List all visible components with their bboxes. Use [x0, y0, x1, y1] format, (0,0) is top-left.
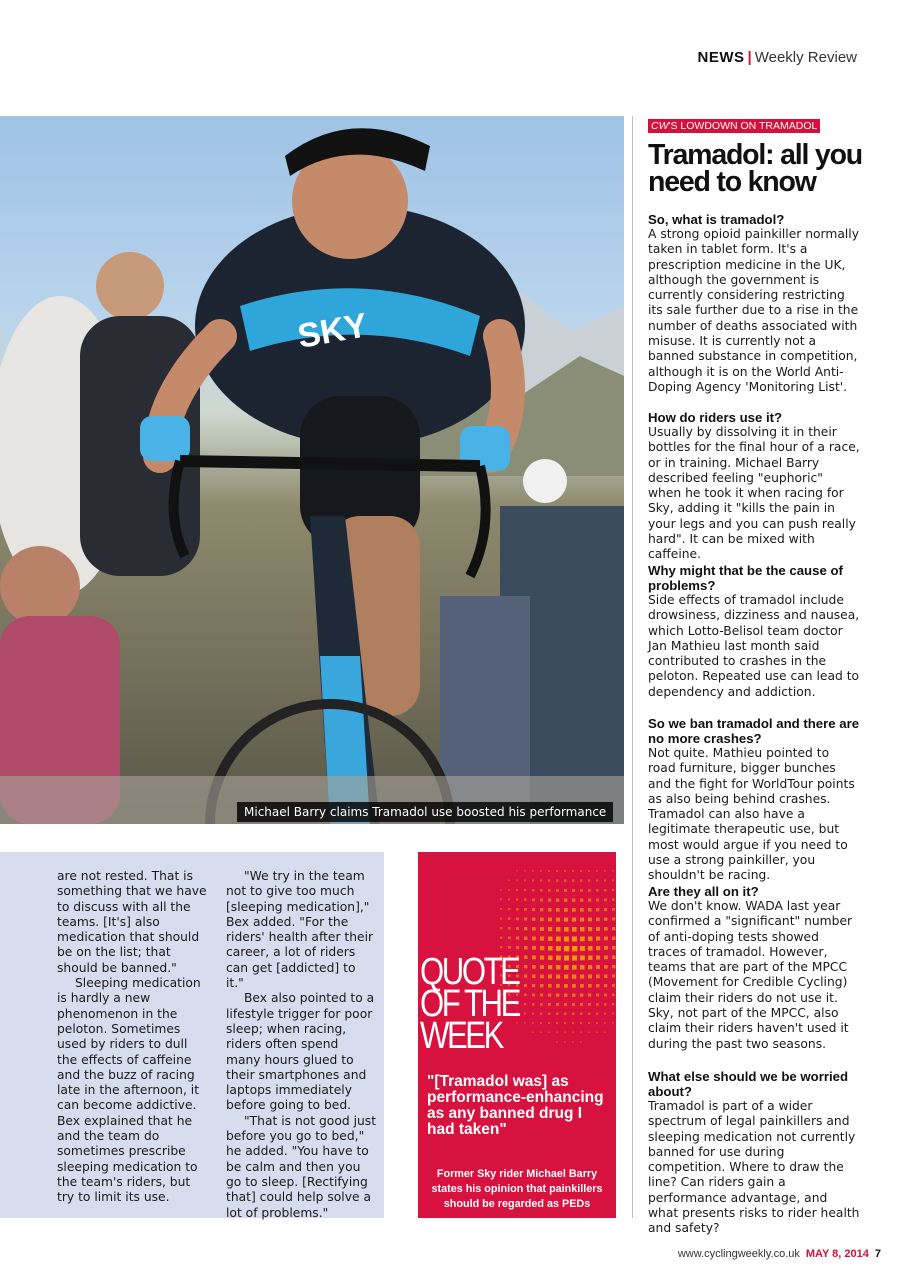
paragraph: "That is not good just before you go to bed," he added. "You have to be calm and then you go to sleep. [Rectifying that] could help solve a lot of problems." — [226, 1113, 377, 1220]
decorative-dot — [540, 899, 543, 902]
decorative-dot — [556, 870, 558, 872]
decorative-dot — [532, 1013, 534, 1015]
decorative-dot — [604, 880, 606, 882]
decorative-dot — [596, 1013, 598, 1015]
decorative-dot — [524, 1003, 526, 1005]
decorative-dot — [580, 918, 584, 922]
page-header — [698, 49, 857, 66]
decorative-dot — [572, 975, 576, 979]
photo-illustration — [0, 116, 624, 824]
decorative-dot — [540, 937, 544, 941]
decorative-dot — [588, 1013, 590, 1015]
decorative-dot — [556, 1032, 558, 1034]
decorative-dot — [572, 870, 574, 872]
decorative-dot — [556, 937, 561, 942]
decorative-dot — [516, 937, 519, 940]
decorative-dot — [564, 870, 566, 872]
decorative-dot — [612, 956, 615, 959]
decorative-dot — [556, 956, 561, 961]
decorative-dot — [596, 956, 600, 960]
decorative-dot — [580, 975, 584, 979]
decorative-dot — [580, 1003, 583, 1006]
decorative-dot — [532, 870, 534, 872]
decorative-dot — [540, 1013, 542, 1015]
decorative-dot — [556, 889, 559, 892]
qa-question: Are they all on it? — [648, 884, 759, 899]
decorative-dot — [572, 1041, 574, 1043]
decorative-dot — [596, 880, 598, 882]
decorative-dot — [524, 899, 527, 902]
decorative-dot — [612, 1003, 614, 1005]
decorative-dot — [556, 927, 560, 931]
decorative-dot — [516, 899, 518, 901]
decorative-dot — [580, 956, 585, 961]
decorative-dot — [572, 889, 575, 892]
decorative-dot — [556, 994, 559, 997]
decorative-dot — [548, 908, 552, 912]
photo-caption: Michael Barry claims Tramadol use boosted his performance — [237, 802, 613, 822]
decorative-dot — [532, 1022, 534, 1024]
decorative-dot — [588, 870, 590, 872]
decorative-dot — [572, 946, 577, 951]
qa-block — [648, 884, 860, 1052]
page-number: 7 — [874, 1248, 881, 1260]
decorative-dot — [516, 918, 519, 921]
decorative-dot — [516, 880, 518, 882]
decorative-dot — [564, 880, 566, 882]
decorative-dot — [580, 984, 584, 988]
decorative-dot — [572, 1003, 575, 1006]
decorative-dot — [532, 889, 534, 891]
decorative-dot — [540, 946, 544, 950]
decorative-dot — [516, 889, 518, 891]
decorative-dot — [596, 975, 600, 979]
qa-answer: Tramadol is part of a wider spectrum of legal painkillers and sleeping medication not currently banned for use during competition. Where to draw the line? Can riders gain a performance advantage, and what presents risks to rider health and safety? — [648, 1099, 860, 1236]
decorative-dot — [556, 899, 559, 902]
decorative-dot — [604, 870, 606, 872]
decorative-dot — [508, 927, 511, 930]
article-column-1 — [57, 869, 207, 1206]
decorative-dot — [588, 994, 591, 997]
subsection-label: Weekly Review — [754, 49, 857, 66]
decorative-dot — [564, 946, 569, 951]
decorative-dot — [548, 1013, 550, 1015]
header-divider: | — [747, 49, 752, 66]
decorative-dot — [588, 1003, 591, 1006]
quote-title — [420, 951, 519, 1057]
decorative-dot — [556, 1041, 558, 1043]
decorative-dot — [604, 994, 607, 997]
decorative-dot — [572, 937, 577, 942]
decorative-dot — [588, 1032, 590, 1034]
decorative-dot — [612, 994, 615, 997]
decorative-dot — [612, 946, 615, 949]
decorative-dot — [564, 1032, 566, 1034]
decorative-dot — [612, 984, 615, 987]
decorative-dot — [524, 918, 527, 921]
decorative-dot — [516, 908, 519, 911]
decorative-dot — [564, 1022, 566, 1024]
decorative-dot — [572, 956, 577, 961]
decorative-dot — [548, 1022, 550, 1024]
decorative-dot — [580, 880, 582, 882]
decorative-dot — [580, 1032, 582, 1034]
decorative-dot — [524, 1013, 526, 1015]
decorative-dot — [604, 975, 607, 978]
decorative-dot — [572, 984, 576, 988]
qa-question: So we ban tramadol and there are no more crashes? — [648, 716, 860, 746]
decorative-dot — [564, 927, 569, 932]
decorative-dot — [508, 899, 510, 901]
decorative-dot — [532, 946, 536, 950]
decorative-dot — [612, 908, 615, 911]
decorative-dot — [588, 880, 590, 882]
decorative-dot — [572, 908, 576, 912]
decorative-dot — [532, 908, 535, 911]
decorative-dot — [604, 984, 607, 987]
quote-title-line: WEEK — [420, 1015, 502, 1057]
decorative-dot — [612, 870, 614, 872]
decorative-dot — [548, 899, 551, 902]
decorative-dot — [540, 956, 544, 960]
decorative-dot — [588, 889, 591, 892]
decorative-dot — [548, 880, 550, 882]
decorative-dot — [596, 937, 600, 941]
decorative-dot — [612, 1022, 614, 1024]
decorative-dot — [548, 994, 551, 997]
decorative-dot — [604, 1022, 606, 1024]
paragraph: are not rested. That is something that we have to discuss with all the teams. [It's] also medication that should be on the list; that should be banned." — [57, 869, 207, 975]
decorative-dot — [580, 889, 583, 892]
decorative-dot — [564, 908, 568, 912]
decorative-dot — [540, 994, 543, 997]
paragraph: Bex also pointed to a lifestyle trigger for poor sleep; when racing, riders often spend many hours glued to their smartphones and laptops immediately before going to bed. — [226, 991, 375, 1113]
decorative-dot — [548, 956, 553, 961]
qa-block — [648, 1069, 860, 1237]
decorative-dot — [540, 908, 543, 911]
qa-block — [648, 212, 860, 395]
decorative-dot — [556, 965, 561, 970]
decorative-dot — [500, 899, 502, 901]
decorative-dot — [524, 1022, 526, 1024]
qa-block — [648, 563, 860, 700]
decorative-dot — [556, 1022, 558, 1024]
decorative-dot — [572, 880, 574, 882]
decorative-dot — [572, 1013, 575, 1016]
page-footer — [678, 1248, 881, 1260]
decorative-dot — [508, 918, 510, 920]
decorative-dot — [524, 937, 527, 940]
decorative-dot — [604, 956, 608, 960]
decorative-dot — [588, 908, 592, 912]
decorative-dot — [604, 965, 608, 969]
decorative-dot — [540, 1022, 542, 1024]
decorative-dot — [532, 975, 535, 978]
decorative-dot — [588, 975, 592, 979]
decorative-dot — [524, 956, 527, 959]
decorative-dot — [604, 1003, 606, 1005]
decorative-dot — [524, 946, 527, 949]
decorative-dot — [596, 1003, 599, 1006]
decorative-dot — [564, 918, 568, 922]
decorative-dot — [556, 918, 560, 922]
qa-block — [648, 410, 860, 563]
decorative-dot — [556, 1003, 559, 1006]
decorative-dot — [580, 927, 584, 931]
decorative-dot — [508, 937, 511, 940]
decorative-dot — [604, 927, 608, 931]
qa-question: How do riders use it? — [648, 410, 783, 425]
cyclist-photo — [0, 116, 624, 824]
decorative-dot — [532, 880, 534, 882]
decorative-dot — [612, 937, 615, 940]
decorative-dot — [612, 965, 615, 968]
tag-italic: CW — [651, 120, 669, 132]
decorative-dot — [564, 899, 567, 902]
qa-question: Why might that be the cause of problems? — [648, 563, 843, 593]
decorative-dot — [508, 880, 510, 882]
decorative-dot — [548, 1032, 550, 1034]
decorative-dot — [596, 994, 599, 997]
decorative-dot — [548, 965, 552, 969]
decorative-dot — [612, 918, 615, 921]
decorative-dot — [548, 870, 550, 872]
decorative-dot — [500, 918, 502, 920]
decorative-dot — [572, 899, 575, 902]
decorative-dot — [540, 918, 544, 922]
decorative-dot — [548, 946, 553, 951]
decorative-dot — [508, 889, 510, 891]
decorative-dot — [532, 965, 536, 969]
decorative-dot — [580, 994, 583, 997]
decorative-dot — [580, 937, 585, 942]
decorative-dot — [572, 918, 576, 922]
decorative-dot — [564, 975, 568, 979]
decorative-dot — [580, 908, 584, 912]
decorative-dot — [532, 1032, 534, 1034]
decorative-dot — [556, 984, 560, 988]
decorative-dot — [564, 937, 569, 942]
decorative-dot — [596, 1022, 598, 1024]
decorative-dot — [548, 937, 552, 941]
decorative-dot — [572, 1022, 574, 1024]
decorative-dot — [564, 984, 568, 988]
quote-attribution: Former Sky rider Michael Barry states his opinion that painkillers should be regarded as PEDs — [431, 1168, 603, 1210]
qa-question: What else should we be worried about? — [648, 1069, 849, 1099]
section-label: NEWS — [697, 49, 745, 66]
decorative-dot — [596, 927, 600, 931]
decorative-dot — [564, 1013, 567, 1016]
decorative-dot — [532, 994, 535, 997]
decorative-dot — [500, 889, 502, 891]
decorative-dot — [564, 889, 567, 892]
decorative-dot — [572, 994, 575, 997]
decorative-dot — [580, 899, 583, 902]
decorative-dot — [596, 965, 600, 969]
decorative-dot — [596, 889, 599, 892]
decorative-dot — [604, 946, 608, 950]
decorative-dot — [548, 984, 552, 988]
decorative-dot — [540, 880, 542, 882]
paragraph: "We try in the team not to give too much [sleeping medication]," Bex added. "For the riders' health after their career, a lot of riders can get [addicted] to it." — [226, 869, 374, 991]
decorative-dot — [540, 889, 543, 892]
decorative-dot — [588, 927, 592, 931]
decorative-dot — [524, 870, 526, 872]
decorative-dot — [556, 946, 561, 951]
decorative-dot — [500, 927, 502, 929]
sidebar-headline: Tramadol: all you need to know — [648, 139, 862, 198]
decorative-dot — [588, 1022, 590, 1024]
decorative-dot — [540, 927, 544, 931]
decorative-dot — [596, 918, 600, 922]
decorative-dot — [540, 1003, 543, 1006]
decorative-dot — [524, 984, 527, 987]
decorative-dot — [588, 956, 593, 961]
decorative-dot — [500, 946, 502, 948]
decorative-dot — [548, 975, 552, 979]
decorative-dot — [500, 908, 502, 910]
decorative-dot — [596, 870, 598, 872]
decorative-dot — [532, 927, 536, 931]
quote-text: "[Tramadol was] as performance-enhancing as any banned drug I had taken" — [427, 1073, 604, 1138]
decorative-dot — [548, 927, 552, 931]
decorative-dot — [508, 908, 510, 910]
sidebar-tag — [648, 119, 820, 133]
article-column-2 — [226, 869, 376, 1221]
decorative-dot — [524, 994, 527, 997]
decorative-dot — [524, 908, 527, 911]
decorative-dot — [580, 1013, 582, 1015]
decorative-dot — [540, 1032, 542, 1034]
decorative-dot — [580, 1022, 582, 1024]
decorative-dot — [532, 1003, 534, 1005]
qa-answer: A strong opioid painkiller normally taken in tablet form. It's a prescription medicine in the UK, although the government is currently considering restricting its sale further due to a rise in the number of deaths associated with misuse. It is currently not a banned substance in competition, although it is on the World Anti-Doping Agency 'Monitoring List'. — [648, 227, 859, 394]
decorative-dot — [572, 965, 577, 970]
decorative-dot — [564, 994, 567, 997]
decorative-dot — [524, 880, 526, 882]
decorative-dot — [588, 899, 591, 902]
decorative-dot — [548, 1003, 551, 1006]
decorative-dot — [580, 965, 585, 970]
decorative-dot — [500, 937, 502, 939]
decorative-dot — [596, 1032, 598, 1034]
decorative-dot — [532, 918, 535, 921]
decorative-dot — [604, 899, 607, 902]
decorative-dot — [572, 1032, 574, 1034]
decorative-dot — [612, 899, 615, 902]
decorative-dot — [548, 889, 551, 892]
decorative-dot — [540, 975, 544, 979]
decorative-dot — [564, 956, 569, 961]
decorative-dot — [524, 975, 527, 978]
decorative-dot — [556, 908, 560, 912]
decorative-dot — [524, 965, 527, 968]
decorative-dot — [516, 870, 518, 872]
decorative-dot — [612, 880, 614, 882]
decorative-dot — [516, 946, 519, 949]
decorative-dot — [596, 899, 599, 902]
footer-date: MAY 8, 2014 — [805, 1248, 869, 1260]
qa-question: So, what is tramadol? — [648, 212, 785, 227]
decorative-dot — [588, 946, 593, 951]
decorative-dot — [580, 946, 585, 951]
decorative-dot — [588, 984, 592, 988]
decorative-dot — [604, 889, 606, 891]
paragraph: Sleeping medication is hardly a new phenomenon in the peloton. Sometimes used by riders to dull the effects of caffeine and the buzz of racing late in the afternoon, it can become addictive. Bex explained that he and the team do sometimes prescribe sleeping medication to the team's riders, but try to limit its use. — [57, 976, 201, 1205]
qa-answer: Not quite. Mathieu pointed to road furniture, bigger bunches and the fight for WorldTour points as also being behind crashes. Tramadol can also have a legitimate therapeutic use, but most would argue if you need to use a strong painkiller, you shouldn't be racing. — [648, 746, 855, 883]
decorative-dot — [564, 965, 569, 970]
decorative-dot — [532, 984, 535, 987]
decorative-dot — [596, 946, 600, 950]
decorative-dot — [540, 965, 544, 969]
decorative-dot — [532, 937, 536, 941]
qa-answer: Usually by dissolving it in their bottles for the final hour of a race, or in training. Michael Barry described feeling "euphoric" when he took it when racing for Sky, adding it "kills the pain in your legs and you can push really hard". It can be mixed with caffeine. — [648, 425, 860, 562]
decorative-dot — [532, 956, 536, 960]
decorative-dot — [612, 1013, 614, 1015]
decorative-dot — [540, 870, 542, 872]
decorative-dot — [508, 946, 511, 949]
decorative-dot — [516, 927, 519, 930]
tag-text: 'S LOWDOWN ON TRAMADOL — [668, 120, 818, 132]
decorative-dot — [588, 965, 592, 969]
decorative-dot — [564, 1041, 566, 1043]
decorative-dot — [588, 937, 592, 941]
decorative-dot — [524, 889, 526, 891]
decorative-dot — [612, 975, 615, 978]
decorative-dot — [556, 880, 558, 882]
jersey-logo: SKY — [294, 306, 371, 356]
decorative-dot — [604, 937, 608, 941]
decorative-dot — [588, 918, 592, 922]
decorative-dot — [596, 984, 599, 987]
decorative-dot — [556, 975, 560, 979]
quote-title-line: OF THE — [420, 983, 519, 1025]
decorative-dot — [612, 889, 614, 891]
decorative-dot — [596, 908, 599, 911]
footer-url: www.cyclingweekly.co.uk — [677, 1248, 800, 1260]
decorative-dot — [548, 918, 552, 922]
quote-of-the-week-box — [418, 852, 616, 1218]
decorative-dot — [572, 927, 577, 932]
decorative-dot — [556, 1013, 558, 1015]
decorative-dot — [604, 908, 607, 911]
decorative-dot — [604, 1032, 606, 1034]
decorative-dot — [564, 1003, 567, 1006]
quote-title-line: QUOTE — [420, 951, 519, 993]
decorative-dot — [612, 927, 615, 930]
decorative-dot — [604, 1013, 606, 1015]
decorative-dot — [580, 1041, 582, 1043]
decorative-dot — [604, 918, 607, 921]
qa-answer: We don't know. WADA last year confirmed a "significant" number of anti-doping tests showed traces of tramadol. However, teams that are part of the MPCC (Movement for Credible Cycling) claim their riders do not use it. Sky, not part of the MPCC, also claim their riders haven't used it during the past two seasons. — [648, 899, 853, 1051]
decorative-dot — [532, 899, 535, 902]
decorative-dot — [580, 870, 582, 872]
column-divider — [632, 116, 633, 1218]
decorative-dot — [540, 984, 543, 987]
decorative-dot — [524, 927, 527, 930]
qa-block — [648, 716, 860, 884]
qa-answer: Side effects of tramadol include drowsiness, dizziness and nausea, which Lotto-Belisol team doctor Jan Mathieu last month said contributed to crashes in the peloton. Repeated use can lead to dependency and addiction. — [648, 593, 860, 699]
